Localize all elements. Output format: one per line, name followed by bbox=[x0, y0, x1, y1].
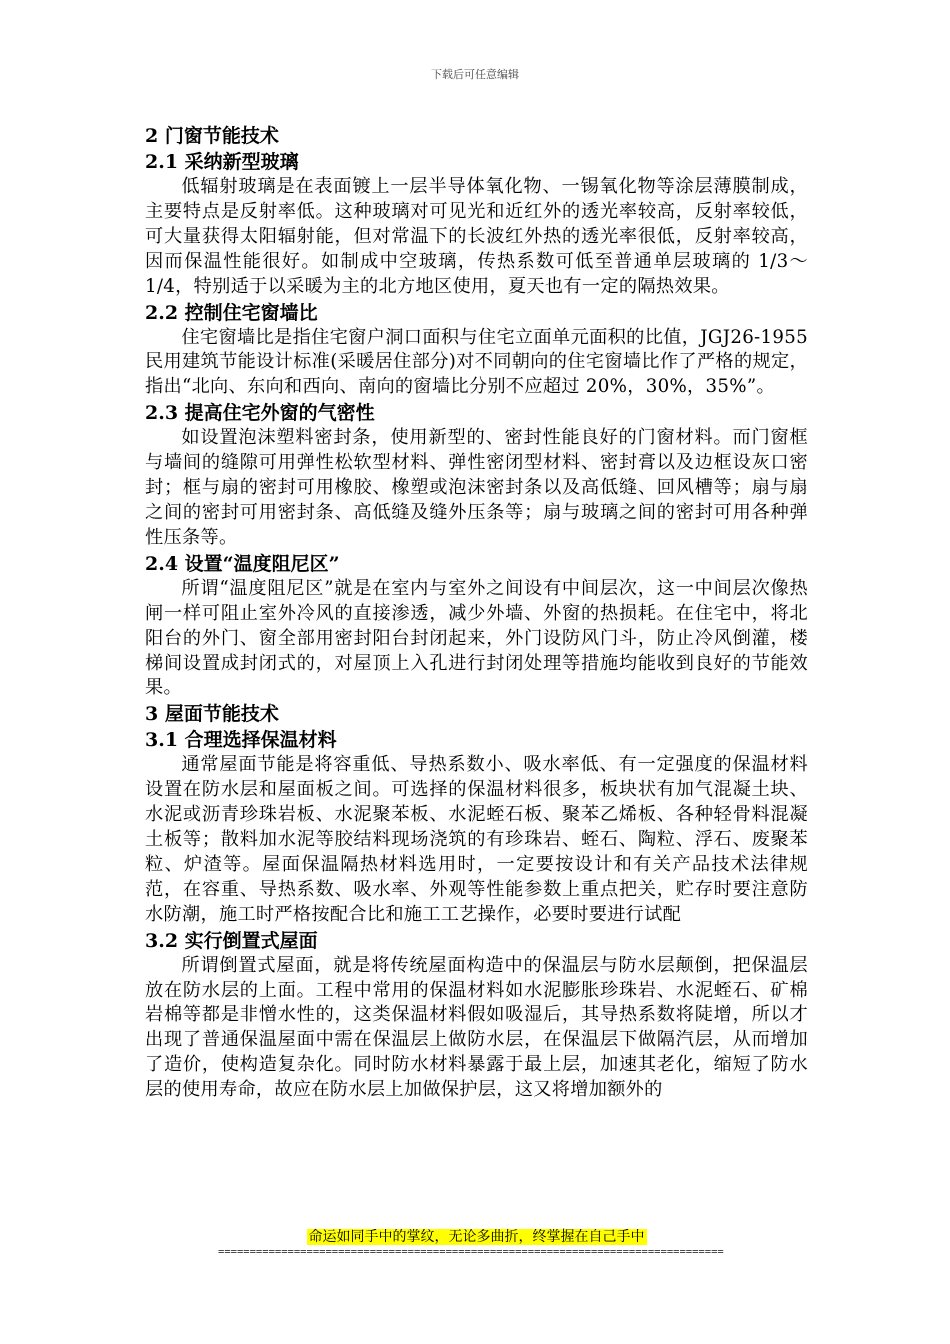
paragraph-3-1: 通常屋面节能是将容重低、导热系数小、吸水率低、有一定强度的保温材料设置在防水层和屋面板之间。可选择的保温材料很多，板块状有加气混凝土块、水泥或沥青珍珠岩板、水泥聚苯板、水泥蛭石板、聚苯乙烯板、各种轻骨料混凝土板等；散料加水泥等胶结料现场浇筑的有珍珠岩、蛭石、陶粒、浮石、废聚苯粒、炉渣等。屋面保温隔热材料选用时，一定要按设计和有关产品技术法律规范，在容重、导热系数、吸水率、外观等性能参数上重点把关，贮存时要注意防水防潮，施工时严格按配合比和施工工艺操作，必要时要进行试配 bbox=[145, 754, 808, 925]
heading-2-3: 2.3 提高住宅外窗的气密性 bbox=[145, 402, 375, 425]
footer-quote bbox=[145, 1226, 808, 1246]
paragraph-3-2: 所谓倒置式屋面，就是将传统屋面构造中的保温层与防水层颠倒，把保温层放在防水层的上面。工程中常用的保温材料如水泥膨胀珍珠岩、水泥蛭石、矿棉岩棉等都是非憎水性的，这类保温材料假如吸湿后，其导热系数将陡增，所以才出现了普通保温屋面中需在保温层上做防水层，在保温层下做隔汽层，从而增加了造价，使构造复杂化。同时防水材料暴露于最上层，加速其老化，缩短了防水层的使用寿命，故应在防水层上加做保护层，这又将增加额外的 bbox=[145, 954, 808, 1101]
heading-2-4: 2.4 设置“温度阻尼区” bbox=[145, 552, 340, 575]
footer-quote-text: 命运如同手中的掌纹，无论多曲折，终掌握在自己手中 bbox=[308, 1229, 645, 1245]
heading-2: 2 门窗节能技术 bbox=[145, 125, 279, 147]
heading-2-1: 2.1 采纳新型玻璃 bbox=[145, 151, 299, 173]
paragraph-2-4: 所谓“温度阻尼区”就是在室内与室外之间设有中间层次，这一中间层次像热闸一样可阻止室外冷风的直接渗透，减少外墙、外窗的热损耗。在住宅中，将北阳台的外门、窗全部用密封阳台封闭起来，外门设防风门斗，防止冷风倒灌，楼梯间设置成封闭式的，对屋顶上入孔进行封闭处理等措施均能收到良好的节能效果。 bbox=[145, 577, 808, 699]
page-header-note: 下载后可任意编辑 bbox=[431, 68, 519, 81]
document-body bbox=[145, 123, 808, 1103]
heading-3: 3 屋面节能技术 bbox=[145, 703, 279, 726]
heading-3-2: 3.2 实行倒置式屋面 bbox=[145, 929, 318, 952]
paragraph-2-1: 低辐射玻璃是在表面镀上一层半导体氧化物、一锡氧化物等涂层薄膜制成，主要特点是反射率低。这种玻璃对可见光和近红外的透光率较高，反射率较低，可大量获得太阳辐射能，但对常温下的长波红外热的透光率很低，反射率较高，因而保温性能很好。如制成中空玻璃，传热系数可低至普通单层玻璃的 1/3～1/4，特别适于以采暖为主的北方地区使用，夏天也有一定的隔热效果。 bbox=[145, 176, 808, 297]
footer-divider: ================================================================================ bbox=[218, 1246, 724, 1258]
paragraph-2-3: 如设置泡沫塑料密封条，使用新型的、密封性能良好的门窗材料。而门窗框与墙间的缝隙可用弹性松软型材料、弹性密闭型材料、密封膏以及边框设灰口密封；框与扇的密封可用橡胶、橡塑或泡沫密封条以及高低缝、回风槽等；扇与扇之间的密封可用密封条、高低缝及缝外压条等；扇与玻璃之间的密封可用各种弹性压条等。 bbox=[145, 427, 808, 548]
heading-3-1: 3.1 合理选择保温材料 bbox=[145, 729, 337, 752]
paragraph-2-2: 住宅窗墙比是指住宅窗户洞口面积与住宅立面单元面积的比值，JGJ26-1955 民用建筑节能设计标准(采暖居住部分)对不同朝向的住宅窗墙比作了严格的规定，指出“北向、东向和西向、南向的窗墙比分别不应超过 20%，30%，35%”。 bbox=[145, 326, 808, 398]
heading-2-2: 2.2 控制住宅窗墙比 bbox=[145, 301, 318, 324]
